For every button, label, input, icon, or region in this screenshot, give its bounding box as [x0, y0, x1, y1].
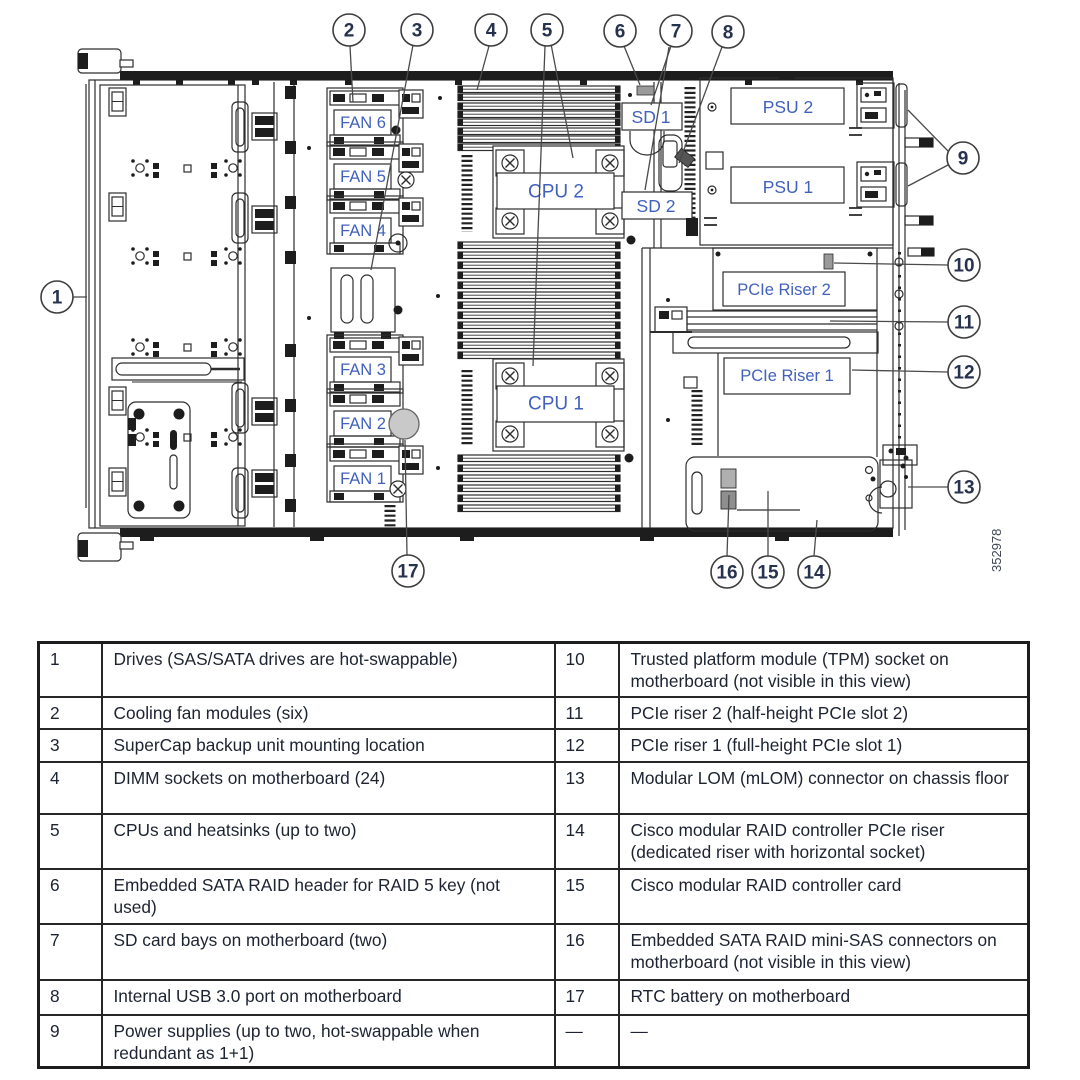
sd1-label: SD 1: [631, 107, 671, 127]
legend-desc-cell: —: [619, 1015, 1029, 1068]
drive-sub-board: [128, 402, 190, 518]
legend-num-cell: 6: [39, 869, 102, 924]
callout-14: [798, 556, 830, 588]
svg-text:17: 17: [397, 561, 419, 583]
svg-text:7: 7: [670, 21, 682, 43]
svg-text:12: 12: [953, 362, 975, 384]
pcie-riser2-area: [713, 248, 877, 310]
sd2-label: SD 2: [636, 196, 676, 216]
legend-num-cell: 2: [39, 697, 102, 729]
legend-desc-cell: Modular LOM (mLOM) connector on chassis floor: [619, 762, 1029, 814]
svg-text:6: 6: [614, 21, 626, 43]
pcie-riser1-label: PCIe Riser 1: [740, 367, 834, 385]
legend-desc-cell: Power supplies (up to two, hot-swappable when redundant as 1+1): [102, 1015, 555, 1068]
callout-9: [947, 142, 979, 174]
legend-desc-cell: Drives (SAS/SATA drives are hot-swappable): [102, 643, 555, 697]
supercap-bracket: [331, 268, 395, 339]
svg-text:3: 3: [411, 20, 423, 42]
legend-num-cell: 11: [555, 697, 619, 729]
figure-number: 352978: [989, 528, 1004, 572]
legend-desc-cell: Trusted platform module (TPM) socket on motherboard (not visible in this view): [619, 643, 1029, 697]
svg-text:9: 9: [957, 148, 969, 170]
svg-text:5: 5: [541, 20, 553, 42]
fan-module-5: [327, 142, 423, 200]
callout-4: [475, 14, 507, 46]
usb-port: [659, 135, 682, 191]
legend-num-cell: 12: [555, 729, 619, 762]
svg-text:16: 16: [716, 562, 738, 584]
callout-16: [711, 556, 743, 588]
legend-num-cell: 17: [555, 980, 619, 1015]
table-row: [39, 643, 1029, 697]
riser-bracket: [650, 307, 878, 353]
fan2-label: FAN 2: [340, 415, 386, 433]
cpu2-label: CPU 2: [528, 181, 584, 203]
pcie-riser1-area: [684, 330, 877, 457]
fan-module-1: [327, 444, 423, 502]
legend-num-cell: 13: [555, 762, 619, 814]
legend-desc-cell: CPUs and heatsinks (up to two): [102, 814, 555, 869]
sata-raid-header: [637, 86, 654, 95]
callout-11: [948, 306, 980, 338]
screw-squares: [153, 163, 217, 447]
legend-num-cell: 14: [555, 814, 619, 869]
legend-num-cell: 15: [555, 869, 619, 924]
callout-10: [948, 249, 980, 281]
fan1-label: FAN 1: [340, 470, 386, 488]
table-row: [39, 869, 1029, 924]
cpu2-heatsink: [493, 146, 624, 238]
svg-text:11: 11: [953, 312, 975, 334]
dimm-bank-bottom: [458, 455, 620, 512]
legend-num-cell: 8: [39, 980, 102, 1015]
svg-text:4: 4: [485, 20, 497, 42]
callout-15: [752, 556, 784, 588]
svg-text:10: 10: [953, 255, 975, 277]
table-row: [39, 697, 1029, 729]
callout-7: [660, 15, 692, 47]
legend-desc-cell: Cisco modular RAID controller card: [619, 869, 1029, 924]
legend-num-cell: 1: [39, 643, 102, 697]
svg-text:15: 15: [757, 562, 779, 584]
legend-desc-cell: Embedded SATA RAID mini-SAS connectors on motherboard (not visible in this view): [619, 924, 1029, 980]
svg-text:1: 1: [51, 287, 63, 309]
svg-text:13: 13: [953, 477, 975, 499]
callout-12: [948, 356, 980, 388]
legend-desc-cell: Cisco modular RAID controller PCIe riser (dedicated riser with horizontal socket): [619, 814, 1029, 869]
svg-text:14: 14: [803, 562, 825, 584]
fan4-label: FAN 4: [340, 222, 386, 240]
table-row: [39, 814, 1029, 869]
legend-num-cell: 16: [555, 924, 619, 980]
table-row: [39, 762, 1029, 814]
callout-13: [948, 471, 980, 503]
legend-num-cell: 3: [39, 729, 102, 762]
dimm-bank-middle: [458, 242, 620, 359]
legend-num-cell: 5: [39, 814, 102, 869]
psu2-label: PSU 2: [762, 97, 814, 117]
table-row: [39, 980, 1029, 1015]
cpu1-label: CPU 1: [528, 393, 584, 415]
legend-desc-cell: Embedded SATA RAID header for RAID 5 key (not used): [102, 869, 555, 924]
legend-desc-cell: SuperCap backup unit mounting location: [102, 729, 555, 762]
legend-num-cell: 7: [39, 924, 102, 980]
legend-desc-cell: RTC battery on motherboard: [619, 980, 1029, 1015]
legend-desc-cell: PCIe riser 1 (full-height PCIe slot 1): [619, 729, 1029, 762]
legend-num-cell: —: [555, 1015, 619, 1068]
legend-desc-cell: Cooling fan modules (six): [102, 697, 555, 729]
drive-arm: [112, 358, 244, 382]
tpm-socket-marker: [824, 254, 833, 269]
mlom-tray: [686, 457, 882, 531]
svg-text:8: 8: [722, 22, 734, 44]
rtc-battery: [389, 409, 419, 439]
callout-5: [531, 14, 563, 46]
legend-num-cell: 10: [555, 643, 619, 697]
pcie-riser2-label: PCIe Riser 2: [737, 281, 831, 299]
legend-num-cell: 9: [39, 1015, 102, 1068]
mlom-rear-bracket: [880, 460, 912, 508]
table-row: [39, 729, 1029, 762]
mini-sas-connector-1: [721, 469, 736, 488]
svg-text:2: 2: [343, 20, 355, 42]
callout-2: [333, 14, 365, 46]
callout-6: [604, 15, 636, 47]
legend-num-cell: 4: [39, 762, 102, 814]
fan3-label: FAN 3: [340, 361, 386, 379]
legend-table: [37, 641, 1030, 1069]
drive-bay-area: [100, 85, 277, 526]
fan-module-6: [327, 88, 423, 146]
legend-desc-cell: PCIe riser 2 (half-height PCIe slot 2): [619, 697, 1029, 729]
fan-bay-wall: [274, 82, 311, 527]
legend-desc-cell: SD card bays on motherboard (two): [102, 924, 555, 980]
callout-17: [392, 555, 424, 587]
sd-card-bays: [622, 86, 698, 236]
dimm-bank-top: [458, 86, 620, 151]
cpu1-heatsink: [493, 359, 624, 451]
front-ear-bottom: [78, 533, 133, 561]
table-row: [39, 1015, 1029, 1068]
callout-1: [41, 281, 73, 313]
table-row: [39, 924, 1029, 980]
legend-desc-cell: DIMM sockets on motherboard (24): [102, 762, 555, 814]
front-ear-top: [78, 49, 133, 73]
fan5-label: FAN 5: [340, 168, 386, 186]
psu1-label: PSU 1: [762, 177, 814, 197]
callout-8: [712, 16, 744, 48]
fan-modules: [327, 88, 423, 527]
callout-3: [401, 14, 433, 46]
fan6-label: FAN 6: [340, 114, 386, 132]
legend-desc-cell: Internal USB 3.0 port on motherboard: [102, 980, 555, 1015]
fan-module-3: [327, 335, 423, 393]
